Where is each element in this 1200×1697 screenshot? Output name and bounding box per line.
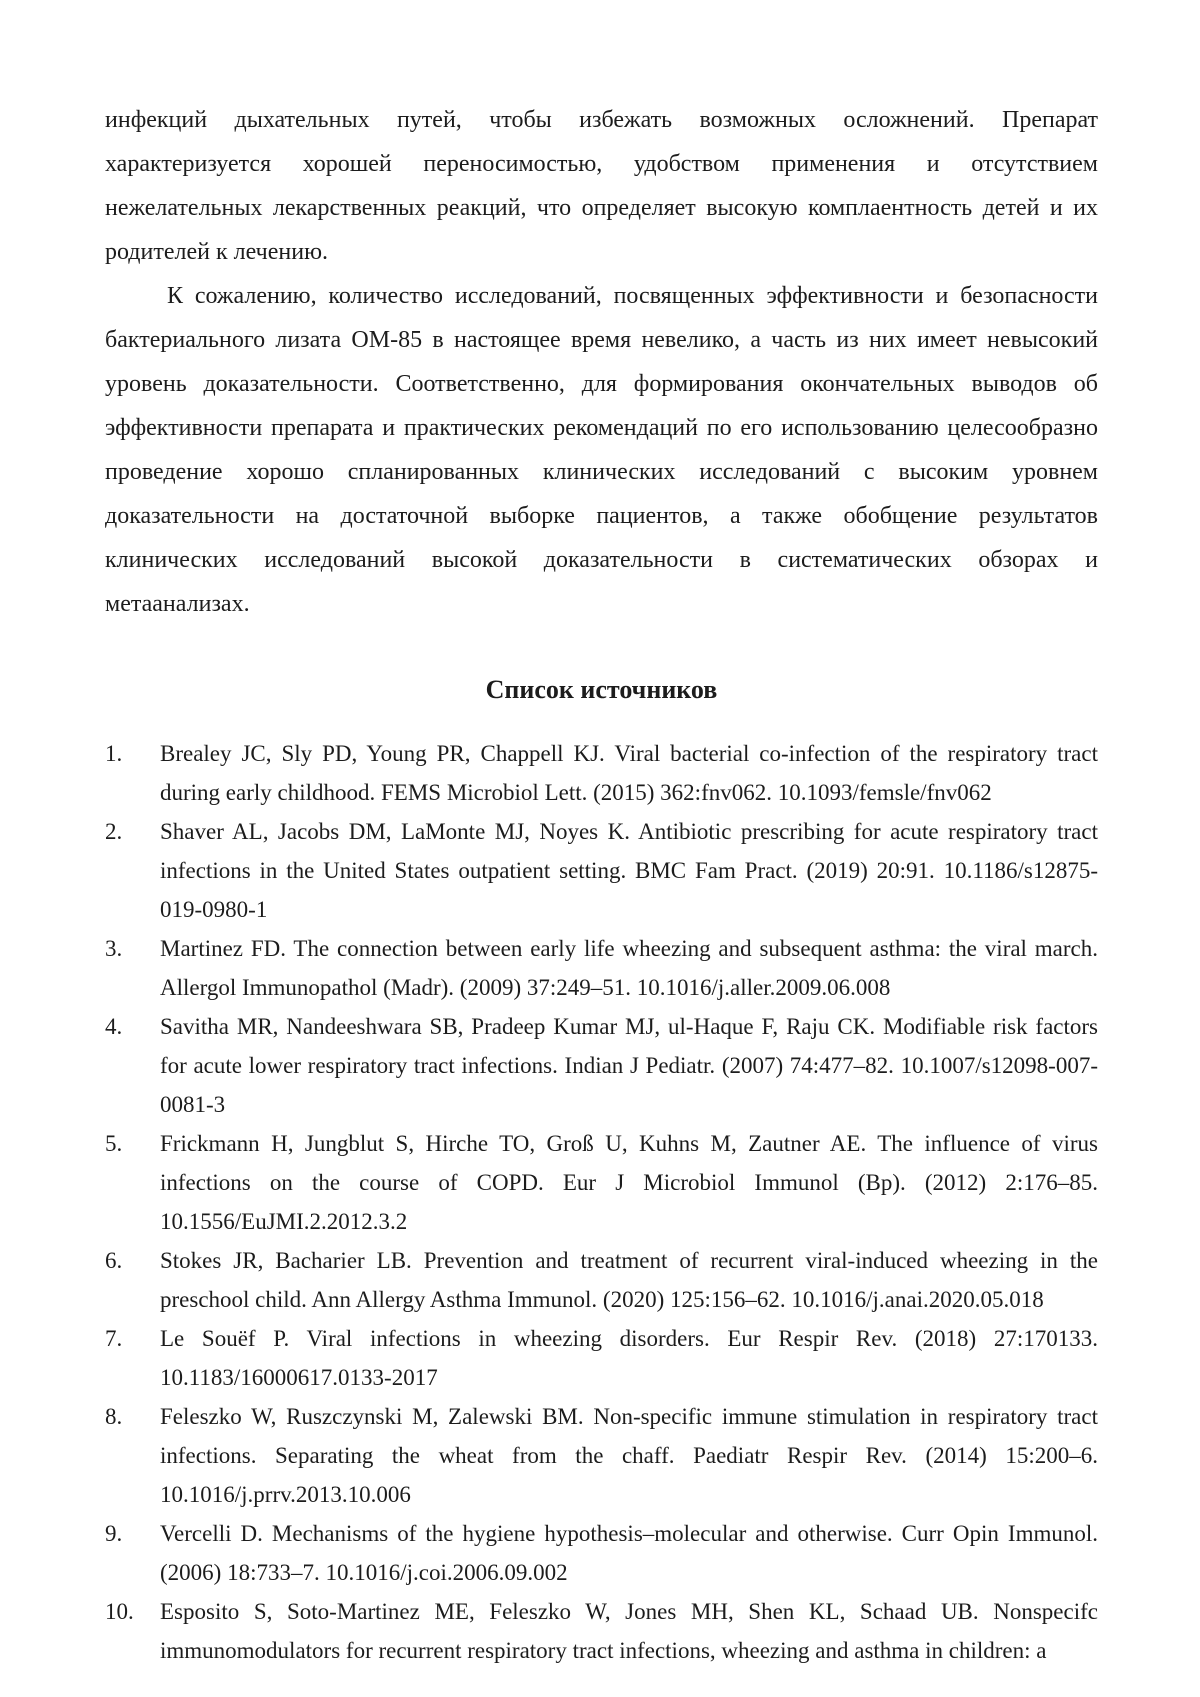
reference-number: 6. [105,1248,123,1273]
reference-item-2 [105,812,1098,929]
reference-text: Stokes JR, Bacharier LB. Prevention and treatment of recurrent viral-induced wheezing in the preschool child. Ann Allergy Asthma Immunol. (2020) 125:156–62. 10.1016/j.anai.2020.05.018 [160,1248,1098,1312]
reference-number: 3. [105,936,123,961]
reference-item-8 [105,1397,1098,1514]
reference-text: Le Souëf P. Viral infections in wheezing disorders. Eur Respir Rev. (2018) 27:170133. 10.1183/16000617.0133-2017 [160,1326,1098,1390]
reference-text: Vercelli D. Mechanisms of the hygiene hypothesis–molecular and otherwise. Curr Opin Immunol. (2006) 18:733–7. 10.1016/j.coi.2006.09.002 [160,1521,1098,1585]
reference-item-3 [105,929,1098,1007]
reference-number: 5. [105,1131,123,1156]
reference-number: 8. [105,1404,123,1429]
reference-item-6 [105,1241,1098,1319]
body-paragraph-conclusion: К сожалению, количество исследований, посвященных эффективности и безопасности бактериального лизата ОМ-85 в настоящее время невелико, а часть из них имеет невысокий уровень доказательности. Соответственно, для формирования окончательных выводов об эффективности препарата и практических рекомендаций по его использованию целесообразно проведение хорошо спланированных клинических исследований с высоким уровнем доказательности на достаточной выборке пациентов, а также обобщение результатов клинических исследований высокой доказательности в систематических обзорах и метаанализах. [105,283,1098,617]
reference-number: 4. [105,1014,123,1039]
reference-text: Frickmann H, Jungblut S, Hirche TO, Groß U, Kuhns M, Zautner AE. The influence of virus infections on the course of COPD. Eur J Microbiol Immunol (Bp). (2012) 2:176–85. 10.1556/EuJMI.2.2012.3.2 [160,1131,1098,1234]
reference-number: 1. [105,741,123,766]
reference-text: Shaver AL, Jacobs DM, LaMonte MJ, Noyes K. Antibiotic prescribing for acute respiratory tract infections in the United States outpatient setting. BMC Fam Pract. (2019) 20:91. 10.1186/s12875-019-0980-1 [160,819,1098,922]
reference-item-5 [105,1124,1098,1241]
reference-text: Savitha MR, Nandeeshwara SB, Pradeep Kumar MJ, ul-Haque F, Raju CK. Modifiable risk factors for acute lower respiratory tract infections. Indian J Pediatr. (2007) 74:477–82. 10.1007/s12098-007-0081-3 [160,1014,1098,1117]
reference-item-9 [105,1514,1098,1592]
reference-number: 10. [105,1599,134,1624]
reference-number: 9. [105,1521,123,1546]
reference-text: Brealey JC, Sly PD, Young PR, Chappell KJ. Viral bacterial co-infection of the respiratory tract during early childhood. FEMS Microbiol Lett. (2015) 362:fnv062. 10.1093/femsle/fnv062 [160,741,1098,805]
reference-text: Feleszko W, Ruszczynski M, Zalewski BM. Non-specific immune stimulation in respiratory tract infections. Separating the wheat from the chaff. Paediatr Respir Rev. (2014) 15:200–6. 10.1016/j.prrv.2013.10.006 [160,1404,1098,1507]
reference-item-4 [105,1007,1098,1124]
reference-number: 7. [105,1326,123,1351]
reference-item-7 [105,1319,1098,1397]
reference-item-10 [105,1592,1098,1670]
references-list [105,734,1098,1670]
reference-item-1 [105,734,1098,812]
references-heading: Список источников [485,675,718,704]
reference-number: 2. [105,819,123,844]
reference-text: Martinez FD. The connection between early life wheezing and subsequent asthma: the viral march. Allergol Immunopathol (Madr). (2009) 37:249–51. 10.1016/j.aller.2009.06.008 [160,936,1098,1000]
reference-text: Esposito S, Soto-Martinez ME, Feleszko W, Jones MH, Shen KL, Schaad UB. Nonspecifc immunomodulators for recurrent respiratory tract infections, wheezing and asthma in children: a [160,1599,1098,1663]
body-paragraph-continuation: инфекций дыхательных путей, чтобы избежать возможных осложнений. Препарат характеризуется хорошей переносимостью, удобством применения и отсутствием нежелательных лекарственных реакций, что определяет высокую комплаентность детей и их родителей к лечению. [105,107,1098,265]
